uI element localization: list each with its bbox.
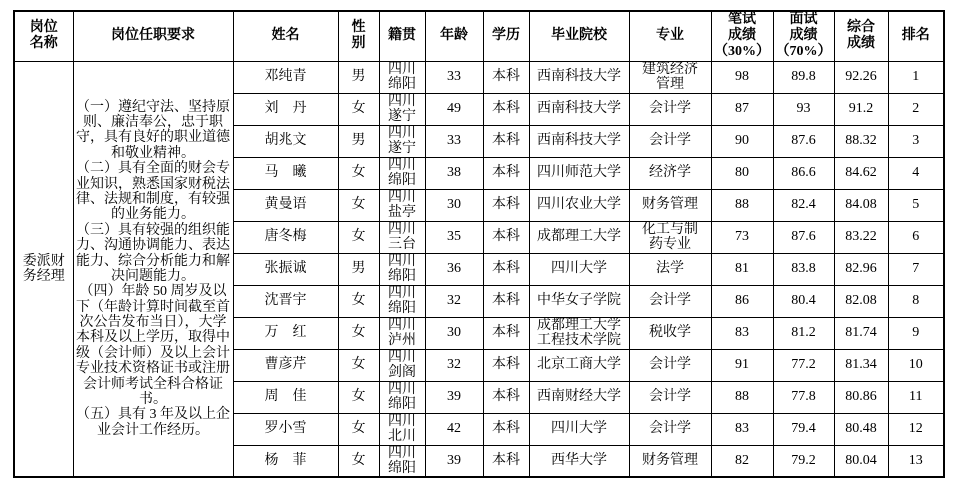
cell-written-score: 91 — [711, 349, 773, 381]
cell-name: 邓纯青 — [233, 61, 338, 93]
cell-age: 39 — [425, 381, 483, 413]
cell-origin: 四川 三台 — [379, 221, 425, 253]
cell-composite-score: 81.74 — [834, 317, 888, 349]
cell-interview-score: 77.2 — [773, 349, 834, 381]
cell-written-score: 90 — [711, 125, 773, 157]
cell-written-score: 86 — [711, 285, 773, 317]
header-major: 专业 — [629, 11, 711, 61]
cell-gender: 男 — [338, 61, 379, 93]
cell-written-score: 83 — [711, 317, 773, 349]
cell-school: 西南科技大学 — [529, 93, 629, 125]
cell-written-score: 80 — [711, 157, 773, 189]
cell-gender: 女 — [338, 381, 379, 413]
cell-composite-score: 80.04 — [834, 445, 888, 477]
cell-age: 36 — [425, 253, 483, 285]
cell-age: 38 — [425, 157, 483, 189]
cell-education: 本科 — [483, 413, 529, 445]
cell-composite-score: 82.96 — [834, 253, 888, 285]
cell-interview-score: 93 — [773, 93, 834, 125]
cell-composite-score: 82.08 — [834, 285, 888, 317]
cell-age: 32 — [425, 285, 483, 317]
cell-age: 35 — [425, 221, 483, 253]
table-row — [14, 61, 944, 93]
cell-rank: 11 — [888, 381, 944, 413]
cell-education: 本科 — [483, 157, 529, 189]
header-education: 学历 — [483, 11, 529, 61]
cell-major: 财务管理 — [629, 445, 711, 477]
header-requirements: 岗位任职要求 — [73, 11, 233, 61]
cell-major: 化工与制 药专业 — [629, 221, 711, 253]
cell-gender: 女 — [338, 445, 379, 477]
cell-age: 33 — [425, 125, 483, 157]
cell-composite-score: 80.86 — [834, 381, 888, 413]
header-rank: 排名 — [888, 11, 944, 61]
cell-rank: 3 — [888, 125, 944, 157]
cell-rank: 7 — [888, 253, 944, 285]
header-name: 姓名 — [233, 11, 338, 61]
cell-composite-score: 92.26 — [834, 61, 888, 93]
cell-gender: 女 — [338, 413, 379, 445]
cell-school: 成都理工大学 工程技术学院 — [529, 317, 629, 349]
cell-school: 西华大学 — [529, 445, 629, 477]
header-interview-score: 面试 成绩 （70%） — [773, 11, 834, 61]
cell-education: 本科 — [483, 381, 529, 413]
cell-interview-score: 87.6 — [773, 221, 834, 253]
cell-major: 法学 — [629, 253, 711, 285]
cell-composite-score: 88.32 — [834, 125, 888, 157]
cell-interview-score: 79.2 — [773, 445, 834, 477]
cell-school: 四川大学 — [529, 253, 629, 285]
cell-composite-score: 80.48 — [834, 413, 888, 445]
cell-school: 西南财经大学 — [529, 381, 629, 413]
cell-name: 黄曼语 — [233, 189, 338, 221]
cell-rank: 9 — [888, 317, 944, 349]
cell-name: 罗小雪 — [233, 413, 338, 445]
cell-interview-score: 86.6 — [773, 157, 834, 189]
cell-interview-score: 77.8 — [773, 381, 834, 413]
cell-name: 唐冬梅 — [233, 221, 338, 253]
cell-interview-score: 80.4 — [773, 285, 834, 317]
cell-school: 四川农业大学 — [529, 189, 629, 221]
cell-rank: 4 — [888, 157, 944, 189]
cell-age: 33 — [425, 61, 483, 93]
cell-gender: 女 — [338, 317, 379, 349]
cell-origin: 四川 遂宁 — [379, 125, 425, 157]
cell-written-score: 87 — [711, 93, 773, 125]
table-header — [14, 11, 944, 61]
cell-gender: 女 — [338, 157, 379, 189]
cell-school: 四川师范大学 — [529, 157, 629, 189]
cell-origin: 四川 泸州 — [379, 317, 425, 349]
cell-written-score: 88 — [711, 189, 773, 221]
cell-name: 周 佳 — [233, 381, 338, 413]
cell-rank: 12 — [888, 413, 944, 445]
cell-name: 刘 丹 — [233, 93, 338, 125]
cell-school: 中华女子学院 — [529, 285, 629, 317]
cell-education: 本科 — [483, 189, 529, 221]
cell-education: 本科 — [483, 285, 529, 317]
cell-education: 本科 — [483, 317, 529, 349]
cell-written-score: 83 — [711, 413, 773, 445]
cell-major: 会计学 — [629, 93, 711, 125]
cell-education: 本科 — [483, 125, 529, 157]
cell-gender: 女 — [338, 285, 379, 317]
cell-name: 杨 菲 — [233, 445, 338, 477]
cell-gender: 女 — [338, 189, 379, 221]
cell-education: 本科 — [483, 253, 529, 285]
cell-origin: 四川 绵阳 — [379, 381, 425, 413]
cell-interview-score: 83.8 — [773, 253, 834, 285]
cell-composite-score: 81.34 — [834, 349, 888, 381]
cell-written-score: 98 — [711, 61, 773, 93]
cell-major: 会计学 — [629, 381, 711, 413]
cell-name: 沈晋宇 — [233, 285, 338, 317]
cell-gender: 男 — [338, 253, 379, 285]
cell-rank: 13 — [888, 445, 944, 477]
cell-composite-score: 83.22 — [834, 221, 888, 253]
cell-name: 马 曦 — [233, 157, 338, 189]
cell-rank: 6 — [888, 221, 944, 253]
cell-major: 会计学 — [629, 349, 711, 381]
cell-age: 42 — [425, 413, 483, 445]
header-written-score: 笔试 成绩 （30%） — [711, 11, 773, 61]
cell-name: 张振诚 — [233, 253, 338, 285]
header-composite-score: 综合 成绩 — [834, 11, 888, 61]
cell-gender: 女 — [338, 221, 379, 253]
cell-age: 49 — [425, 93, 483, 125]
cell-gender: 女 — [338, 349, 379, 381]
cell-school: 四川大学 — [529, 413, 629, 445]
cell-origin: 四川 遂宁 — [379, 93, 425, 125]
cell-rank: 2 — [888, 93, 944, 125]
cell-origin: 四川 绵阳 — [379, 253, 425, 285]
cell-school: 西南科技大学 — [529, 61, 629, 93]
cell-education: 本科 — [483, 221, 529, 253]
cell-age: 30 — [425, 317, 483, 349]
cell-major: 税收学 — [629, 317, 711, 349]
cell-major: 会计学 — [629, 285, 711, 317]
header-age: 年龄 — [425, 11, 483, 61]
cell-interview-score: 89.8 — [773, 61, 834, 93]
cell-composite-score: 91.2 — [834, 93, 888, 125]
position-name-cell: 委派财 务经理 — [14, 61, 73, 477]
header-row — [14, 11, 944, 61]
cell-rank: 5 — [888, 189, 944, 221]
cell-origin: 四川 绵阳 — [379, 445, 425, 477]
cell-written-score: 82 — [711, 445, 773, 477]
cell-rank: 8 — [888, 285, 944, 317]
cell-origin: 四川 绵阳 — [379, 285, 425, 317]
cell-origin: 四川 绵阳 — [379, 157, 425, 189]
cell-name: 曹彦芹 — [233, 349, 338, 381]
cell-origin: 四川 盐亭 — [379, 189, 425, 221]
cell-interview-score: 87.6 — [773, 125, 834, 157]
cell-education: 本科 — [483, 349, 529, 381]
cell-major: 会计学 — [629, 125, 711, 157]
cell-written-score: 81 — [711, 253, 773, 285]
cell-school: 西南科技大学 — [529, 125, 629, 157]
cell-school: 北京工商大学 — [529, 349, 629, 381]
cell-name: 万 红 — [233, 317, 338, 349]
cell-major: 财务管理 — [629, 189, 711, 221]
header-origin: 籍贯 — [379, 11, 425, 61]
cell-age: 32 — [425, 349, 483, 381]
cell-interview-score: 79.4 — [773, 413, 834, 445]
cell-age: 39 — [425, 445, 483, 477]
cell-gender: 男 — [338, 125, 379, 157]
cell-written-score: 73 — [711, 221, 773, 253]
cell-origin: 四川 绵阳 — [379, 61, 425, 93]
cell-rank: 10 — [888, 349, 944, 381]
cell-education: 本科 — [483, 445, 529, 477]
table-body — [14, 61, 944, 477]
cell-rank: 1 — [888, 61, 944, 93]
candidate-results-table — [13, 10, 945, 478]
cell-origin: 四川 剑阁 — [379, 349, 425, 381]
cell-age: 30 — [425, 189, 483, 221]
cell-name: 胡兆文 — [233, 125, 338, 157]
position-requirements-cell: （一）遵纪守法、坚持原则、廉洁奉公，忠于职守，具有良好的职业道德和敬业精神。 （二）具有全面的财会专业知识，熟悉国家财税法律、法规和制度，有较强的业务能力。 （三）具有较强的组织能力、沟通协调能力、表达能力、综合分析能力和解决问题能力。 （四）年龄 50 周岁及以下（年龄计算时间截至首次公告发布当日），大学本科及以上学历，取得中级（会计师）及以上会计专业技术资格证书或注册会计师考试全科合格证书。 （五）具有 3 年及以上企业会计工作经历。 — [73, 61, 233, 477]
cell-major: 建筑经济 管理 — [629, 61, 711, 93]
cell-gender: 女 — [338, 93, 379, 125]
cell-major: 经济学 — [629, 157, 711, 189]
cell-interview-score: 82.4 — [773, 189, 834, 221]
cell-education: 本科 — [483, 93, 529, 125]
cell-composite-score: 84.62 — [834, 157, 888, 189]
cell-major: 会计学 — [629, 413, 711, 445]
header-position-name: 岗位 名称 — [14, 11, 73, 61]
cell-composite-score: 84.08 — [834, 189, 888, 221]
cell-origin: 四川 北川 — [379, 413, 425, 445]
cell-school: 成都理工大学 — [529, 221, 629, 253]
cell-written-score: 88 — [711, 381, 773, 413]
header-school: 毕业院校 — [529, 11, 629, 61]
cell-education: 本科 — [483, 61, 529, 93]
header-gender: 性 别 — [338, 11, 379, 61]
cell-interview-score: 81.2 — [773, 317, 834, 349]
